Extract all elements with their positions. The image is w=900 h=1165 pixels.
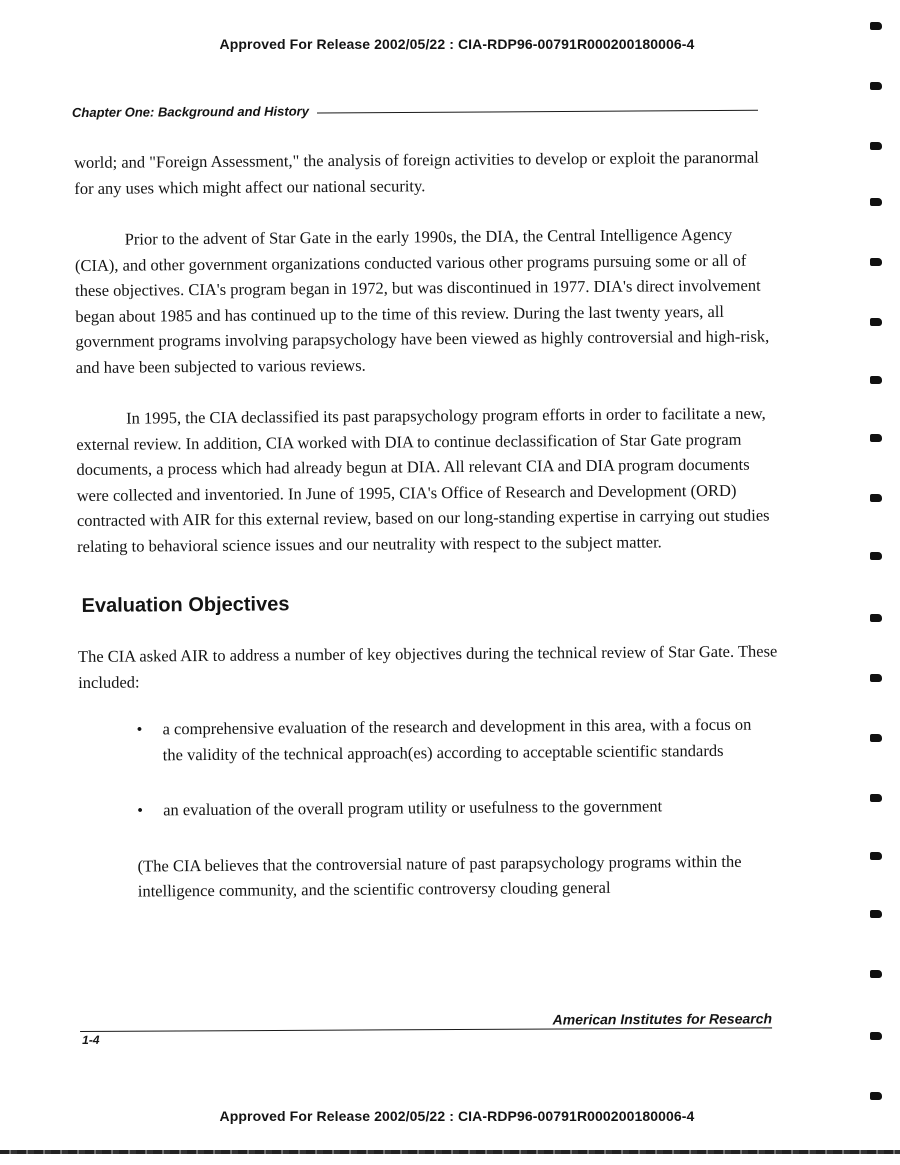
objectives-list <box>78 711 779 823</box>
chapter-title: Chapter One: Background and History <box>71 103 309 120</box>
release-stamp-top: Approved For Release 2002/05/22 : CIA-RDP96-00791R000200180006-4 <box>219 36 695 52</box>
bullet-icon: • <box>136 719 143 739</box>
scan-mark <box>870 434 882 442</box>
list-item <box>79 792 779 823</box>
scan-edge-strip <box>0 1150 900 1154</box>
list-item-text: a comprehensive evaluation of the research and development in this area, with a focus on the validity of the technical approach(es) according to acceptable scientific standards <box>162 714 752 764</box>
footer-rule <box>80 1027 772 1032</box>
scan-mark <box>870 614 882 622</box>
scan-mark <box>870 1032 882 1040</box>
scan-binding-marks <box>864 0 894 1165</box>
paragraph-declassification: In 1995, the CIA declassified its past parapsychology program efforts in order to facilitate a new, external review. In addition, CIA worked with DIA to continue declassification of Star Gate program documents, a process which had already begun at DIA. All relevant CIA and DIA program documents were collected and inventoried. In June of 1995, CIA's Office of Research and Development (ORD) contracted with AIR for this external review, based on our long-standing expertise in carrying out studies relating to behavioral science issues and our neutrality with respect to the subject matter. <box>76 403 770 556</box>
chapter-header <box>72 101 758 120</box>
scan-mark <box>870 494 882 502</box>
footer-organization: American Institutes for Research <box>552 1010 773 1028</box>
scan-mark <box>870 318 882 326</box>
header-rule <box>317 110 758 114</box>
bullet-icon: • <box>137 800 144 820</box>
paragraph-history: Prior to the advent of Star Gate in the early 1990s, the DIA, the Central Intelligence Agency (CIA), and other government organizations conducted various other programs pursuing some or all of these objectives. CIA's program began in 1972, but was discontinued in 1977. DIA's direct involvement began about 1985 and has continued up to the time of this review. During the last twenty years, all government programs involving parapsychology have been viewed as highly controversial and high-risk, and have been subjected to various reviews. <box>74 224 770 377</box>
paragraph-note: (The CIA believes that the controversial nature of past parapsychology programs within the intelligence community, and the scientific controversy clouding general <box>137 851 742 901</box>
scan-mark <box>870 552 882 560</box>
list-item-text: an evaluation of the overall program utility or usefulness to the government <box>163 796 663 820</box>
scan-mark <box>870 734 882 742</box>
list-item <box>78 711 778 767</box>
document-body <box>74 145 780 931</box>
scan-mark <box>870 376 882 384</box>
scan-mark <box>870 1092 882 1100</box>
scan-mark <box>870 142 882 150</box>
section-intro: The CIA asked AIR to address a number of key objectives during the technical review of Star Gate. These included: <box>77 641 778 692</box>
paragraph-continuation: world; and "Foreign Assessment," the analysis of foreign activities to develop or exploit the paranormal for any uses which might affect our national security. <box>74 147 759 198</box>
scan-mark <box>870 674 882 682</box>
scan-mark <box>870 852 882 860</box>
scan-mark <box>870 22 882 30</box>
page-footer <box>80 1010 773 1047</box>
release-stamp-bottom: Approved For Release 2002/05/22 : CIA-RDP96-00791R000200180006-4 <box>219 1108 695 1124</box>
scan-mark <box>870 198 882 206</box>
scan-mark <box>870 794 882 802</box>
section-heading: Evaluation Objectives <box>81 593 290 617</box>
scan-mark <box>870 970 882 978</box>
scan-mark <box>870 910 882 918</box>
scan-mark <box>870 82 882 90</box>
page-number: 1-4 <box>82 1032 100 1047</box>
scan-mark <box>870 258 882 266</box>
